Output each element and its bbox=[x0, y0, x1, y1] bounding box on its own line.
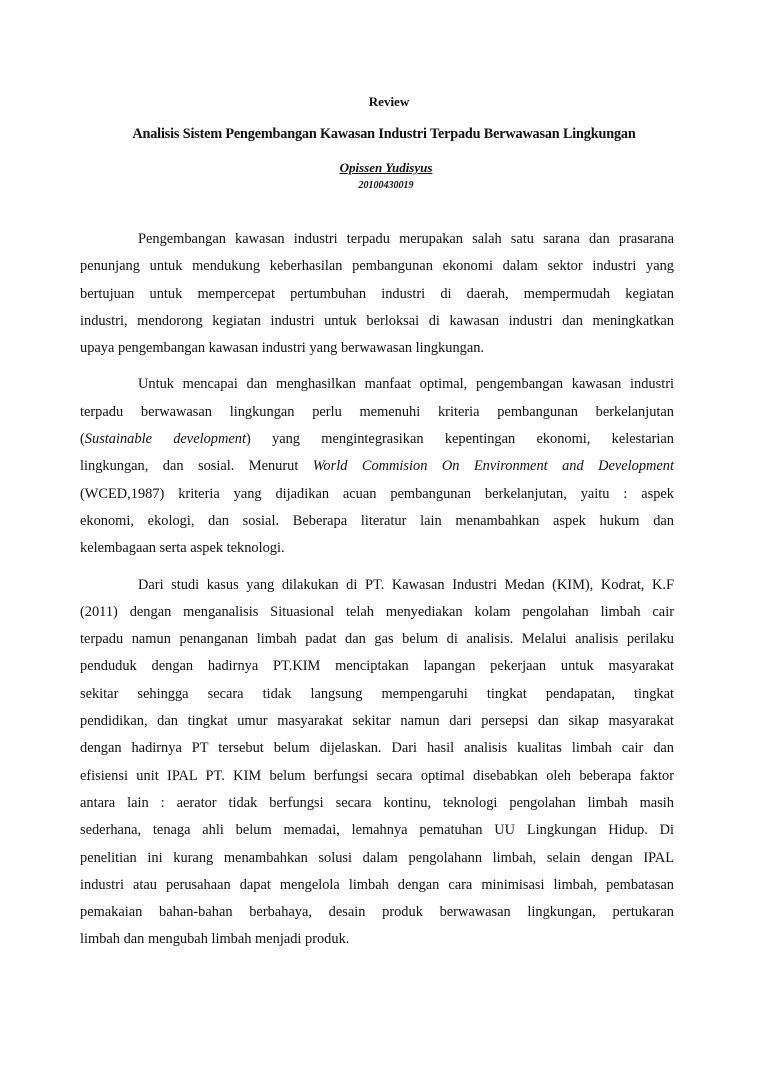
paragraph-line: penduduk dengan hadirnya PT.KIM menciptakan lapangan pekerjaan untuk masyarakat bbox=[80, 658, 674, 675]
paragraph-line: upaya pengembangan kawasan industri yang berwawasan lingkungan. bbox=[80, 340, 485, 357]
paragraph-line: (WCED,1987) kriteria yang dijadikan acuan pembangunan berkelanjutan, yaitu : aspek bbox=[80, 485, 674, 502]
paragraph-line bbox=[80, 426, 674, 453]
paragraph-2 bbox=[80, 371, 674, 562]
paragraph-line: pendidikan, dan tingkat umur masyarakat sekitar namun dari persepsi dan sikap masyarakat bbox=[80, 713, 674, 730]
paragraph-line: sekitar sehingga secara tidak langsung mempengaruhi tingkat pendapatan, tingkat bbox=[80, 685, 674, 702]
paragraph-line-rest: ) yang mengintegrasikan kepentingan ekonomi, kelestarian bbox=[245, 431, 674, 448]
document-title: Analisis Sistem Pengembangan Kawasan Industri Terpadu Berwawasan Lingkungan bbox=[132, 126, 636, 142]
paragraph-line: Dari studi kasus yang dilakukan di PT. Kawasan Industri Medan (KIM), Kodrat, K.F bbox=[138, 576, 674, 593]
paragraph-line: (2011) dengan menganalisis Situasional telah menyediakan kolam pengolahan limbah cair bbox=[80, 603, 674, 620]
paragraph-line: terpadu namun penanganan limbah padat dan gas belum di analisis. Melalui analisis perilaku bbox=[80, 631, 674, 648]
paragraph-line: Pengembangan kawasan industri terpadu merupakan salah satu sarana dan prasarana bbox=[138, 231, 674, 247]
paragraph-line: terpadu berwawasan lingkungan perlu memenuhi kriteria pembangunan berkelanjutan bbox=[80, 403, 674, 420]
paren-open: ( bbox=[80, 431, 85, 448]
paragraph-line: penelitian ini kurang menambahkan solusi dalam pengolahann limbah, selain dengan IPAL bbox=[80, 849, 674, 866]
paragraph-line: dengan hadirnya PT tersebut belum dijelaskan. Dari hasil analisis kualitas limbah cair dan bbox=[80, 740, 674, 757]
student-id: 20100430019 bbox=[358, 180, 414, 191]
paragraph-1 bbox=[80, 226, 674, 362]
paragraph-line: sederhana, tenaga ahli belum memadai, lemahnya pematuhan UU Lingkungan Hidup. Di bbox=[80, 822, 674, 839]
italic-term: Sustainable development bbox=[84, 431, 246, 448]
paragraph-line: ekonomi, ekologi, dan sosial. Beberapa literatur lain menambahkan aspek hukum dan bbox=[80, 512, 674, 529]
paragraph-line: bertujuan untuk mempercepat pertumbuhan industri di daerah, mempermudah kegiatan bbox=[80, 285, 674, 302]
document-body bbox=[80, 226, 674, 954]
paragraph-line bbox=[80, 453, 674, 480]
paragraph-line: antara lain : aerator tidak berfungsi secara kontinu, teknologi pengolahan limbah masih bbox=[80, 794, 674, 811]
paragraph-line: pemakaian bahan-bahan berbahaya, desain produk berwawasan lingkungan, pertukaran bbox=[80, 904, 674, 921]
review-heading: Review bbox=[368, 94, 410, 109]
italic-term: World Commision On Environment and Development bbox=[312, 458, 674, 475]
paragraph-line: Untuk mencapai dan menghasilkan manfaat optimal, pengembangan kawasan industri bbox=[138, 376, 674, 393]
paragraph-line: industri atau perusahaan dapat mengelola limbah dengan cara minimisasi limbah, pembatasan bbox=[80, 876, 674, 893]
paragraph-line-text: lingkungan, dan sosial. Menurut bbox=[80, 458, 313, 475]
paragraph-3 bbox=[80, 572, 674, 954]
author-name: Opissen Yudisyus bbox=[339, 160, 433, 175]
paragraph-line: penunjang untuk mendukung keberhasilan pembangunan ekonomi dalam sektor industri yang bbox=[80, 258, 674, 275]
paragraph-line: limbah dan mengubah limbah menjadi produk. bbox=[80, 931, 350, 948]
paragraph-line: efisiensi unit IPAL PT. KIM belum berfungsi secara optimal disebabkan oleh beberapa faktor bbox=[80, 767, 674, 784]
paragraph-line: industri, mendorong kegiatan industri untuk berloksai di kawasan industri dan meningkatkan bbox=[80, 312, 674, 329]
paragraph-line: kelembagaan serta aspek teknologi. bbox=[80, 540, 285, 557]
